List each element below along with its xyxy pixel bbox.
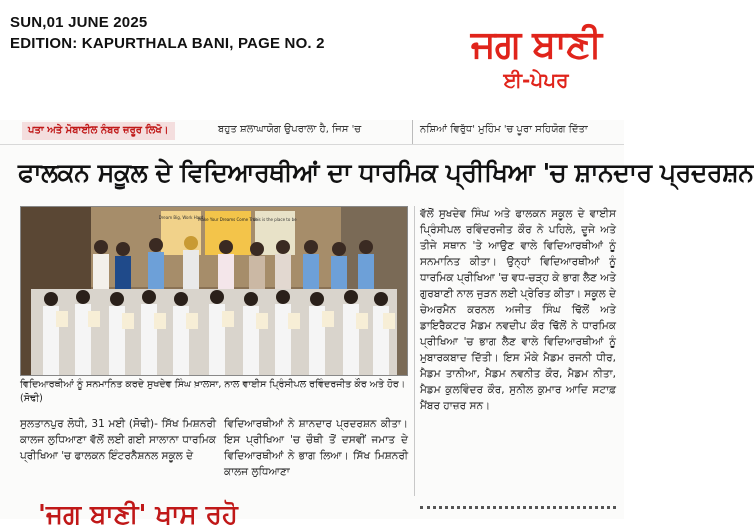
logo-title: ਜਗ ਬਾਣੀ [470, 22, 602, 66]
article-column-1: ਸੁਲਤਾਨਪੁਰ ਲੋਧੀ, 31 ਮਈ (ਸੋਢੀ)- ਸਿੱਖ ਮਿਸ਼ਨਰੀ ਕਾਲਜ ਲੁਧਿਆਣਾ ਵੱਲੋਂ ਲਈ ਗਈ ਸਾਲਾਨਾ ਧਾਰਮਿਕ ਪ੍ਰੀਖਿਆ 'ਚ ਫਾਲਕਨ ਇੰਟਰਨੈਸ਼ਨਲ ਸਕੂਲ ਦੇ [20, 418, 216, 462]
jagbani-logo[interactable] [466, 22, 606, 92]
bottom-banner-heading: 'ਜਗ ਬਾਣੀ' ਖਾਸ ਰਹੋ [38, 500, 238, 530]
column-divider [414, 206, 415, 496]
board-3-text: this is the place to be [253, 217, 297, 222]
article-photo [20, 206, 408, 376]
column-divider [412, 120, 413, 144]
article-column-2: ਵਿਦਿਆਰਥੀਆਂ ਨੇ ਸ਼ਾਨਦਾਰ ਪ੍ਰਦਰਸ਼ਨ ਕੀਤਾ। ਇਸ ਪ੍ਰੀਖਿਆ 'ਚ ਚੌਥੀ ਤੋਂ ਦਸਵੀਂ ਜਮਾਤ ਦੇ ਵਿਦਿਆਰਥੀਆਂ ਨੇ ਭਾਗ ਲਿਆ। ਸਿੱਖ ਮਿਸ਼ਨਰੀ ਕਾਲਜ ਲੁਧਿਆਣਾ [224, 418, 408, 478]
article-column-3: ਵੱਲੋਂ ਸੁਖਦੇਵ ਸਿੰਘ ਅਤੇ ਫਾਲਕਨ ਸਕੂਲ ਦੇ ਵਾਈਸ ਪ੍ਰਿੰਸੀਪਲ ਰਵਿੰਦਰਜੀਤ ਕੌਰ ਨੇ ਪਹਿਲੇ, ਦੂਜੇ ਅਤੇ ਤੀਜੇ ਸਥਾਨ 'ਤੇ ਆਉਣ ਵਾਲੇ ਵਿਦਿਆਰਥੀਆਂ ਨੂੰ ਸਨਮਾਨਿਤ ਕੀਤਾ। ਉਨ੍ਹਾਂ ਵਿਦਿਆਰਥੀਆਂ ਨੂੰ ਧਾਰਮਿਕ ਪ੍ਰੀਖਿਆ 'ਚ ਵਧ-ਚੜ੍ਹ ਕੇ ਭਾਗ ਲੈਣ ਅਤੇ ਗੁਰਬਾਣੀ ਨਾਲ ਜੁੜਨ ਲਈ ਪ੍ਰੇਰਿਤ ਕੀਤਾ। ਸਕੂਲ ਦੇ ਚੇਅਰਮੈਨ ਕਰਨਲ ਅਜੀਤ ਸਿੰਘ ਢਿੱਲੋਂ ਅਤੇ ਡਾਇਰੈਕਟਰ ਮੈਡਮ ਨਵਦੀਪ ਕੌਰ ਢਿੱਲੋਂ ਨੇ ਧਾਰਮਿਕ ਪ੍ਰੀਖਿਆ 'ਚ ਭਾਗ ਲੈਣ ਵਾਲੇ ਵਿਦਿਆਰਥੀਆਂ ਨੂੰ ਮੁਬਾਰਕਬਾਦ ਦਿੱਤੀ। ਇਸ ਮੌਕੇ ਮੈਡਮ ਰਜਨੀ ਧੀਰ, ਮੈਡਮ ਤਾਨੀਆ, ਮੈਡਮ ਨਵਨੀਤ ਕੌਰ, ਮੈਡਮ ਨੀਤਾ, ਮੈਡਮ ਕੁਲਵਿੰਦਰ ਕੌਰ, ਸੁਨੀਲ ਕੁਮਾਰ ਆਦਿ ਸਟਾਫ਼ ਮੈਂਬਰ ਹਾਜ਼ਰ ਸਨ। [420, 208, 616, 412]
board-1-text: Dream Big, Work Hard [158, 215, 204, 220]
epaper-header [0, 0, 624, 100]
edition-info: EDITION: KAPURTHALA BANI, PAGE NO. 2 [10, 35, 325, 52]
dotted-separator [420, 506, 616, 523]
previous-article-strip [0, 120, 624, 145]
photo-caption: ਵਿਦਿਆਰਥੀਆਂ ਨੂੰ ਸਨਮਾਨਿਤ ਕਰਦੇ ਸੁਖਦੇਵ ਸਿੰਘ ਖ਼ਾਲਸਾ, ਨਾਲ ਵਾਈਸ ਪ੍ਰਿੰਸੀਪਲ ਰਵਿੰਦਰਜੀਤ ਕੌਰ ਅਤੇ ਹੋਰ। (ਸੋਢੀ) [20, 379, 406, 404]
logo-subtitle: ਈ-ਪੇਪਰ [503, 68, 569, 92]
newspaper-clip [0, 120, 754, 530]
front-row-students [31, 289, 397, 375]
publication-date: SUN,01 JUNE 2025 [10, 14, 148, 31]
strip-text-middle: ਬਹੁਤ ਸ਼ਲਾਘਾਯੋਗ ਉਪਰਾਲਾ ਹੈ, ਜਿਸ 'ਚ [218, 124, 362, 135]
strip-text-right: ਨਸ਼ਿਆਂ ਵਿਰੁੱਧ' ਮੁਹਿੰਮ 'ਚ ਪੂਰਾ ਸਹਿਯੋਗ ਦਿੱਤਾ [420, 124, 588, 135]
article-headline: ਫਾਲਕਨ ਸਕੂਲ ਦੇ ਵਿਦਿਆਰਥੀਆਂ ਦਾ ਧਾਰਮਿਕ ਪ੍ਰੀਖਿਆ 'ਚ ਸ਼ਾਨਦਾਰ ਪ੍ਰਦਰਸ਼ਨ [18, 158, 754, 187]
board-2-text: Make Your Dreams Come True [198, 217, 258, 222]
address-notice: ਪਤਾ ਅਤੇ ਮੋਬਾਈਲ ਨੰਬਰ ਜ਼ਰੂਰ ਲਿਖੋ। [22, 122, 175, 140]
